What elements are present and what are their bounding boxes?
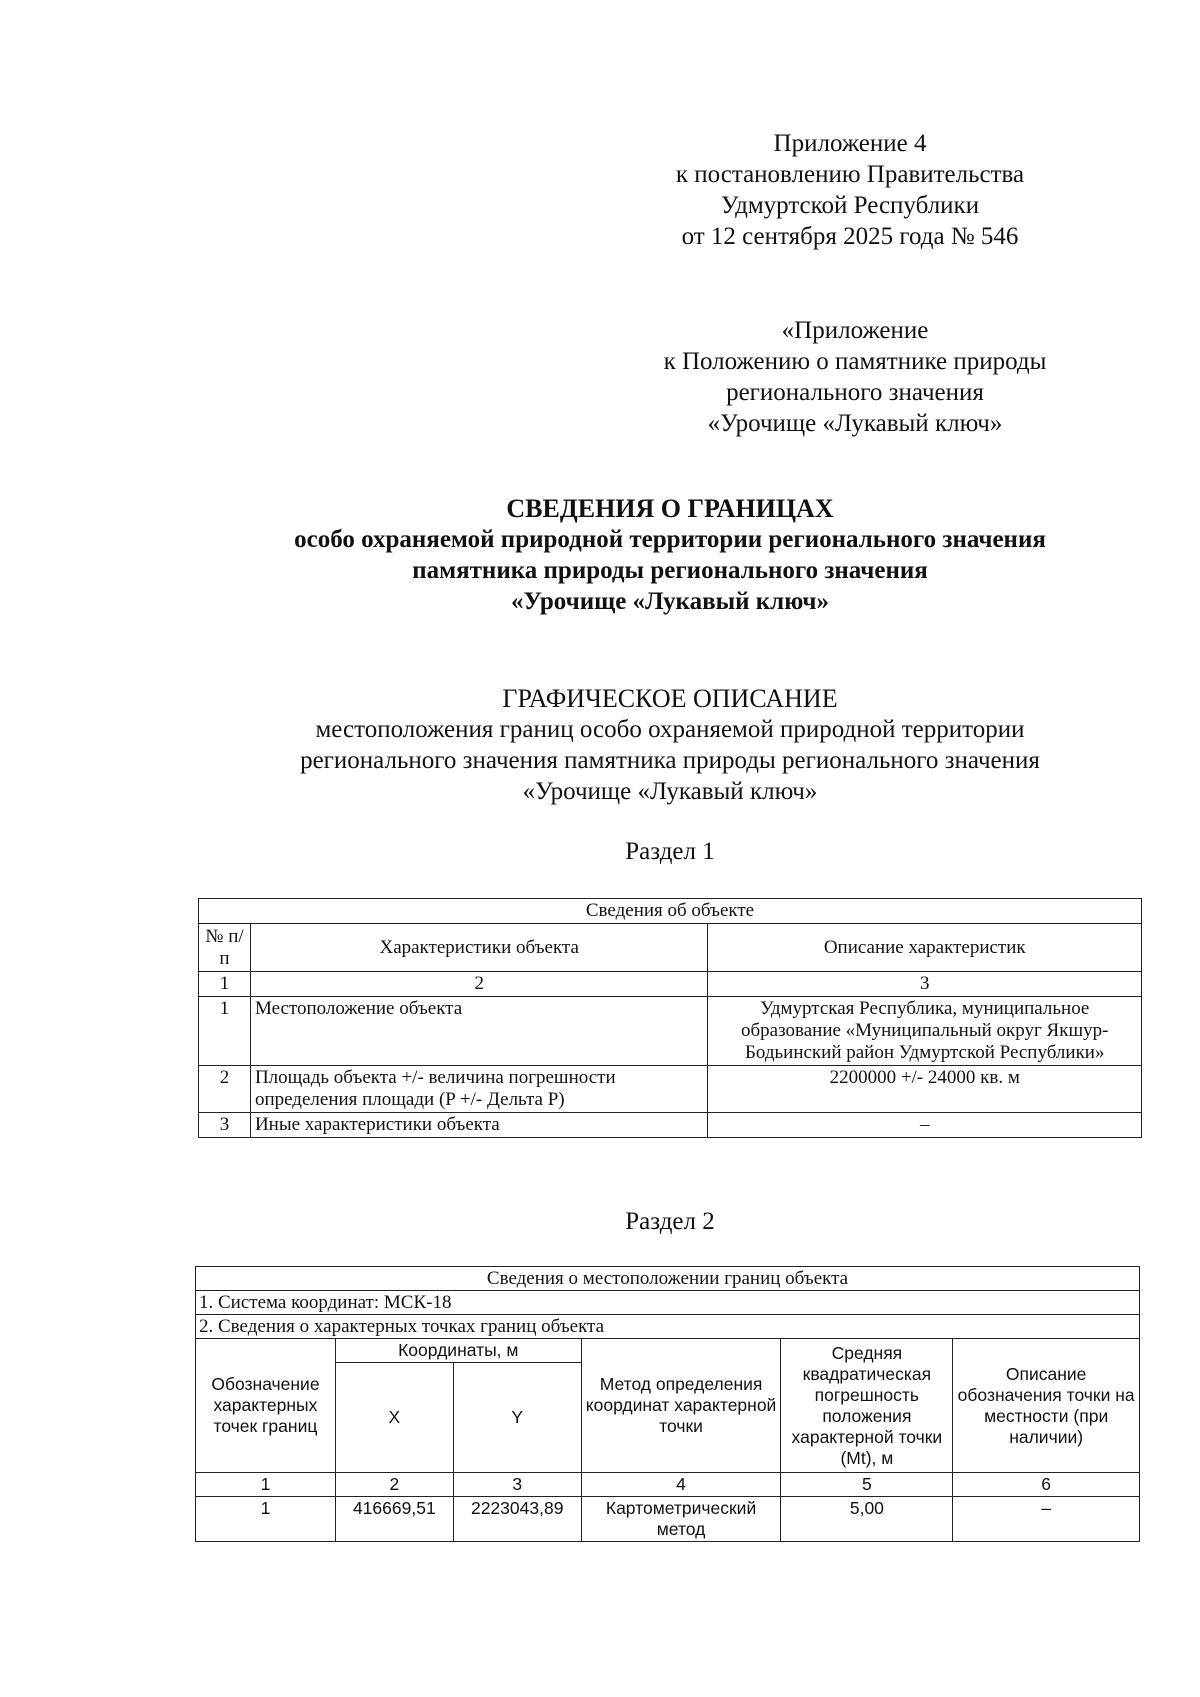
points-caption: 2. Сведения о характерных точках границ объекта — [196, 1315, 1140, 1339]
bounds-title-line: особо охраняемой природной территории регионального значения — [294, 526, 1046, 553]
row-description: 2200000 +/- 24000 кв. м — [708, 1066, 1142, 1113]
col-number: 3 — [453, 1473, 581, 1497]
header-coordinates: Координаты, м — [335, 1339, 581, 1363]
bounds-title — [120, 493, 1200, 617]
row-num: 3 — [199, 1113, 251, 1138]
header-y: Y — [453, 1363, 581, 1473]
header-num: № п/п — [199, 924, 251, 972]
row-num: 1 — [199, 997, 251, 1066]
graphic-title — [120, 683, 1200, 807]
row-characteristic: Местоположение объекта — [250, 997, 707, 1066]
graphic-title-line: местоположения границ особо охраняемой природной территории — [315, 716, 1025, 743]
row-description: – — [708, 1113, 1142, 1138]
col-number: 1 — [196, 1473, 336, 1497]
header-designation: Обозначение характерных точек границ — [196, 1339, 336, 1473]
point-location: – — [953, 1497, 1140, 1542]
header-method: Метод определения координат характерной точки — [581, 1339, 781, 1473]
col-number: 3 — [708, 972, 1142, 997]
bounds-title-line: памятника природы регионального значения — [412, 557, 928, 584]
appendix-quote — [620, 315, 1090, 439]
table-row — [196, 1497, 1140, 1542]
col-number: 2 — [335, 1473, 453, 1497]
graphic-title-line: регионального значения памятника природы регионального значения — [300, 747, 1040, 774]
col-number: 1 — [199, 972, 251, 997]
graphic-title-heading: ГРАФИЧЕСКОЕ ОПИСАНИЕ — [502, 684, 838, 713]
appendix-line: к постановлению Правительства — [675, 161, 1025, 188]
row-characteristic: Иные характеристики объекта — [250, 1113, 707, 1138]
header-error: Средняя квадратическая погрешность положения характерной точки (Mt), м — [781, 1339, 953, 1473]
col-number: 6 — [953, 1473, 1140, 1497]
graphic-title-line: «Урочище «Лукавый ключ» — [522, 778, 818, 805]
section1-title: Раздел 1 — [625, 838, 715, 865]
bounds-title-heading: СВЕДЕНИЯ О ГРАНИЦАХ — [506, 494, 834, 523]
bounds-title-line: «Урочище «Лукавый ключ» — [511, 588, 829, 615]
point-y: 2223043,89 — [453, 1497, 581, 1542]
point-method: Картометрический метод — [581, 1497, 781, 1542]
appendix-line: Удмуртской Республики — [720, 192, 980, 219]
header-description: Описание характеристик — [708, 924, 1142, 972]
appendix-quote-line: регионального значения — [726, 379, 984, 406]
appendix-line: Приложение 4 — [773, 130, 927, 157]
row-characteristic: Площадь объекта +/- величина погрешности определения площади (P +/- Дельта P) — [250, 1066, 707, 1113]
appendix-quote-line: к Положению о памятнике природы — [663, 348, 1047, 375]
point-error: 5,00 — [781, 1497, 953, 1542]
header-location: Описание обозначения точки на местности (при наличии) — [953, 1339, 1140, 1473]
header-characteristics: Характеристики объекта — [250, 924, 707, 972]
row-num: 2 — [199, 1066, 251, 1113]
col-number: 4 — [581, 1473, 781, 1497]
table-row — [199, 997, 1142, 1066]
table-row — [199, 1066, 1142, 1113]
coord-system: 1. Система координат: МСК-18 — [196, 1291, 1140, 1315]
section2-title: Раздел 2 — [625, 1208, 715, 1235]
col-number: 5 — [781, 1473, 953, 1497]
table-row — [199, 1113, 1142, 1138]
point-id: 1 — [196, 1497, 336, 1542]
row-description: Удмуртская Республика, муниципальное образование «Муниципальный округ Якшур-Бодьинский район Удмуртской Республики» — [708, 997, 1142, 1066]
appendix-quote-line: «Урочище «Лукавый ключ» — [707, 410, 1003, 437]
boundary-points-table — [195, 1266, 1140, 1542]
appendix-header — [600, 128, 1100, 252]
table-caption: Сведения о местоположении границ объекта — [196, 1267, 1140, 1291]
col-number: 2 — [250, 972, 707, 997]
point-x: 416669,51 — [335, 1497, 453, 1542]
object-info-table — [198, 898, 1142, 1138]
table-caption: Сведения об объекте — [199, 899, 1142, 924]
header-x: X — [335, 1363, 453, 1473]
appendix-quote-line: «Приложение — [781, 317, 929, 344]
appendix-line: от 12 сентября 2025 года № 546 — [681, 223, 1019, 250]
